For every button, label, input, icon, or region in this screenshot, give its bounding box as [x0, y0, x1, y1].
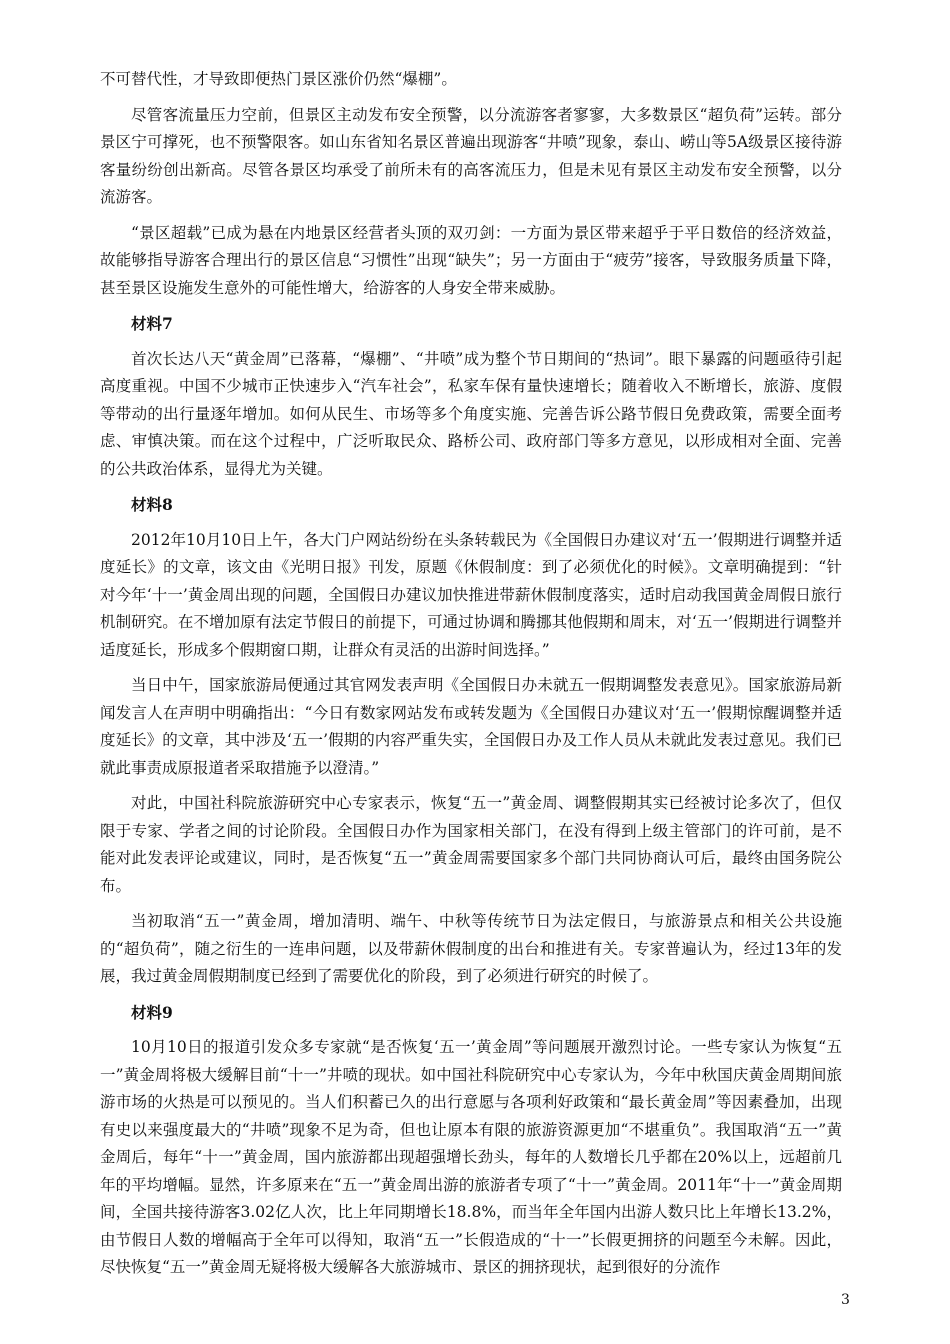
page-number: 3	[841, 1292, 850, 1308]
paragraph: 当初取消“五一”黄金周，增加清明、端午、中秋等传统节日为法定假日，与旅游景点和相关公共设施的“超负荷”，随之衍生的一连串问题，以及带薪休假制度的出台和推进有关。专家普遍认为，经过13年的发展，我过黄金周假期制度已经到了需要优化的阶段，到了必须进行研究的时候了。	[100, 912, 842, 985]
document-body	[100, 66, 842, 1290]
paragraph: 2012年10月10日上午，各大门户网站纷纷在头条转载民为《全国假日办建议对‘五一’假期进行调整并适度延长》的文章，该文由《光明日报》刊发，原题《休假制度：到了必须优化的时候》。文章明确提到：“针对今年‘十一’黄金周出现的问题，全国假日办建议加快推进带薪休假制度落实，适时启动我国黄金周假日旅行机制研究。在不增加原有法定节假日的前提下，可通过协调和腾挪其他假期和周末，对‘五一’假期进行调整并适度延长，形成多个假期窗口期，让群众有灵活的出游时间选择。”	[100, 530, 842, 659]
paragraph: 对此，中国社科院旅游研究中心专家表示，恢复“五一”黄金周、调整假期其实已经被讨论多次了，但仅限于专家、学者之间的讨论阶段。全国假日办作为国家相关部门，在没有得到上级主管部门的许可前，是不能对此发表评论或建议，同时，是否恢复“五一”黄金周需要国家多个部门共同协商认可后，最终由国务院公布。	[100, 794, 842, 895]
paragraph: “景区超载”已成为悬在内地景区经营者头顶的双刃剑：一方面为景区带来超乎于平日数倍的经济效益，故能够指导游客合理出行的景区信息“习惯性”出现“缺失”；另一方面由于“疲劳”接客，导致服务质量下降，甚至景区设施发生意外的可能性增大，给游客的人身安全带来威胁。	[100, 223, 842, 297]
paragraph: 尽管客流量压力空前，但景区主动发布安全预警，以分流游客者寥寥，大多数景区“超负荷”运转。部分景区宁可撑死，也不预警限客。如山东省知名景区普遍出现游客“井喷”现象，泰山、崂山等5A级景区接待游客量纷纷创出新高。尽管各景区均承受了前所未有的高客流压力，但是未见有景区主动发布安全预警，以分流游客。	[100, 105, 842, 206]
section-heading-material-7: 材料7	[131, 314, 173, 333]
paragraph: 10月10日的报道引发众多专家就“是否恢复‘五一’黄金周”等问题展开激烈讨论。一些专家认为恢复“五一”黄金周将极大缓解目前“十一”井喷的现状。如中国社科院研究中心专家认为，今年中秋国庆黄金周期间旅游市场的火热是可以预见的。当人们积蓄已久的出行意愿与各项利好政策和“最长黄金周”等因素叠加，出现有史以来强度最大的“井喷”现象不足为奇，但也让原本有限的旅游资源更加“不堪重负”。我国取消“五一”黄金周后，每年“十一”黄金周，国内旅游都出现超强增长劲头，每年的人数增长几乎都在20%以上，远超前几年的平均增幅。显然，许多原来在“五一”黄金周出游的旅游者专项了“十一”黄金周。2011年“十一”黄金周期间，全国共接待游客3.02亿人次，比上年同期增长18.8%，而当年全年国内出游人数只比上年增长13.2%，由节假日人数的增幅高于全年可以得知，取消“五一”长假造成的“十一”长假更拥挤的问题至今未解。因此，尽快恢复“五一”黄金周无疑将极大缓解各大旅游城市、景区的拥挤现状，起到很好的分流作	[100, 1038, 842, 1276]
section-heading-material-8: 材料8	[131, 495, 173, 514]
paragraph: 当日中午，国家旅游局便通过其官网发表声明《全国假日办未就五一假期调整发表意见》。国家旅游局新闻发言人在声明中明确指出：“今日有数家网站发布或转发题为《全国假日办建议对‘五一’假期惊醒调整并适度延长》的文章，其中涉及‘五一’假期的内容严重失实，全国假日办及工作人员从未就此发表过意见。我们已就此事责成原报道者采取措施予以澄清。”	[100, 676, 842, 777]
paragraph-continued: 不可替代性，才导致即便热门景区涨价仍然“爆棚”。	[100, 70, 457, 88]
paragraph: 首次长达八天“黄金周”已落幕，“爆棚”、“井喷”成为整个节日期间的“热词”。眼下暴露的问题亟待引起高度重视。中国不少城市正快速步入“汽车社会”，私家车保有量快速增长；随着收入不断增长，旅游、度假等带动的出行量逐年增加。如何从民生、市场等多个角度实施、完善告诉公路节假日免费政策，需要全面考虑、审慎决策。而在这个过程中，广泛听取民众、路桥公司、政府部门等多方意见，以形成相对全面、完善的公共政治体系，显得尤为关键。	[100, 349, 842, 478]
section-heading-material-9: 材料9	[131, 1002, 173, 1022]
